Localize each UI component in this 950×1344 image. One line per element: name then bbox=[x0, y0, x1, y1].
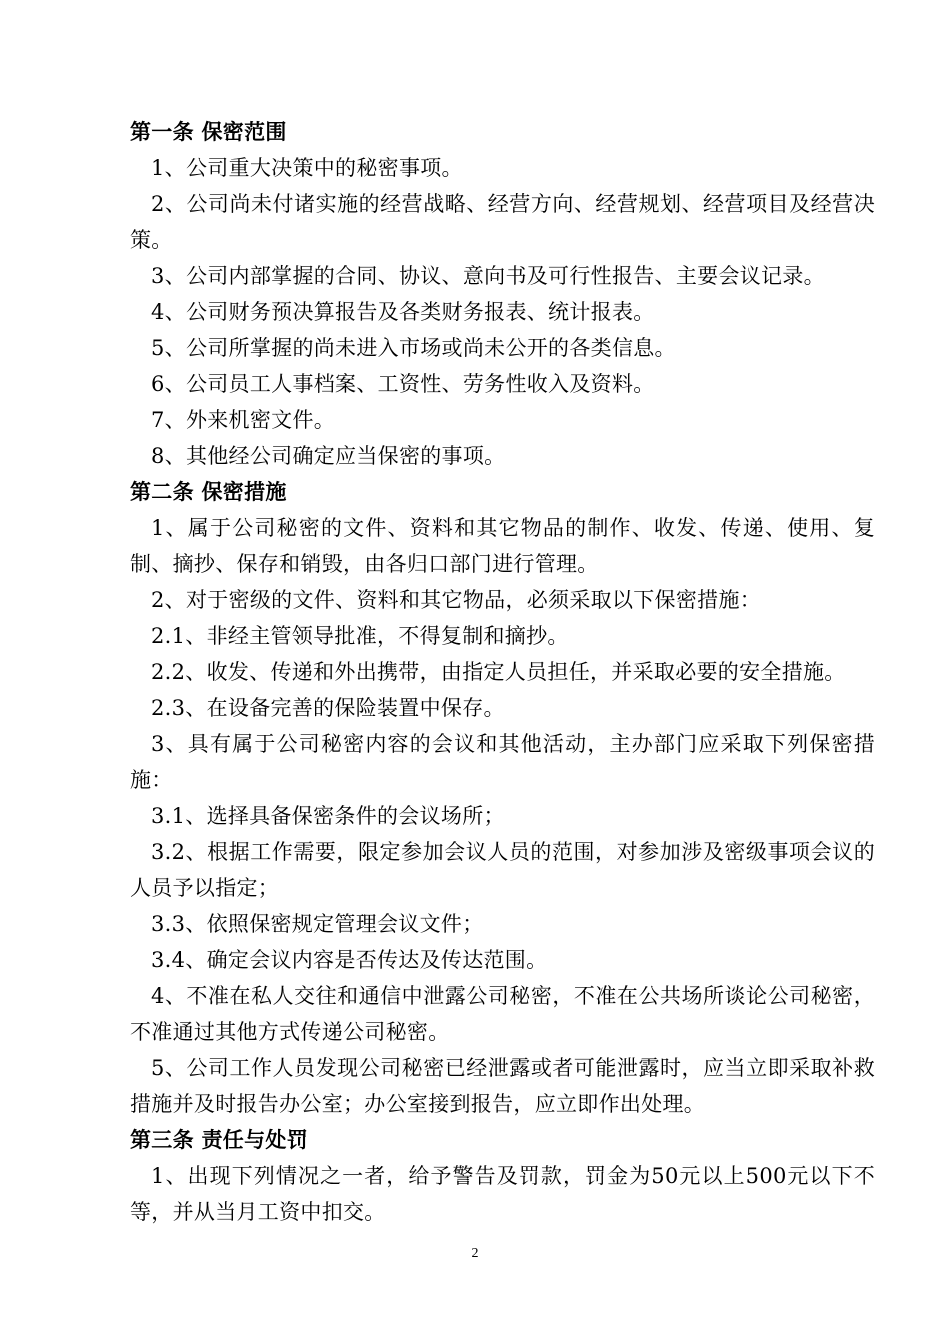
paragraph: 3、具有属于公司秘密内容的会议和其他活动，主办部门应采取下列保密措施： bbox=[130, 732, 875, 792]
paragraph: 1、属于公司秘密的文件、资料和其它物品的制作、收发、传递、使用、复制、摘抄、保存和销毁，由各归口部门进行管理。 bbox=[130, 516, 875, 576]
paragraph: 2.2、收发、传递和外出携带，由指定人员担任，并采取必要的安全措施。 bbox=[151, 660, 846, 684]
paragraph: 8、其他经公司确定应当保密的事项。 bbox=[151, 444, 506, 468]
paragraph: 5、公司所掌握的尚未进入市场或尚未公开的各类信息。 bbox=[151, 336, 676, 360]
paragraph: 3.4、确定会议内容是否传达及传达范围。 bbox=[151, 948, 548, 972]
paragraph: 7、外来机密文件。 bbox=[151, 408, 336, 432]
paragraph: 2.3、在设备完善的保险装置中保存。 bbox=[151, 696, 505, 720]
paragraph: 3.2、根据工作需要，限定参加会议人员的范围，对参加涉及密级事项会议的人员予以指定； bbox=[130, 840, 875, 900]
paragraph: 3、公司内部掌握的合同、协议、意向书及可行性报告、主要会议记录。 bbox=[151, 264, 825, 288]
page-number: 2 bbox=[471, 1246, 479, 1261]
section-heading: 第一条 保密范围 bbox=[130, 119, 287, 144]
paragraph: 2、对于密级的文件、资料和其它物品，必须采取以下保密措施： bbox=[151, 588, 762, 612]
paragraph: 3.3、依照保密规定管理会议文件； bbox=[151, 912, 484, 936]
paragraph: 5、公司工作人员发现公司秘密已经泄露或者可能泄露时，应当立即采取补救措施并及时报告办公室；办公室接到报告，应立即作出处理。 bbox=[130, 1056, 875, 1116]
paragraph: 4、不准在私人交往和通信中泄露公司秘密，不准在公共场所谈论公司秘密，不准通过其他方式传递公司秘密。 bbox=[130, 984, 875, 1044]
document-body bbox=[130, 114, 875, 1230]
section-heading: 第二条 保密措施 bbox=[130, 479, 287, 504]
section-heading: 第三条 责任与处罚 bbox=[130, 1127, 309, 1152]
paragraph: 4、公司财务预决算报告及各类财务报表、统计报表。 bbox=[151, 300, 655, 324]
paragraph: 1、出现下列情况之一者，给予警告及罚款，罚金为50元以上500元以下不等，并从当月工资中扣交。 bbox=[130, 1164, 875, 1224]
paragraph: 2.1、非经主管领导批准，不得复制和摘抄。 bbox=[151, 624, 569, 648]
paragraph: 1、公司重大决策中的秘密事项。 bbox=[151, 156, 463, 180]
paragraph: 3.1、选择具备保密条件的会议场所； bbox=[151, 804, 505, 828]
paragraph: 6、公司员工人事档案、工资性、劳务性收入及资料。 bbox=[151, 372, 655, 396]
paragraph: 2、公司尚未付诸实施的经营战略、经营方向、经营规划、经营项目及经营决策。 bbox=[130, 192, 875, 252]
